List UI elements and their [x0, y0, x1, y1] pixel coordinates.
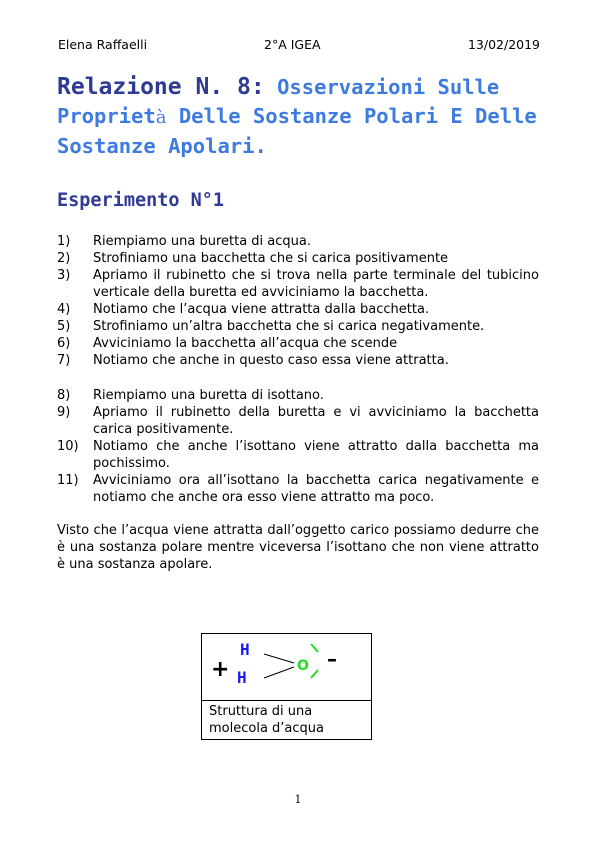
- list-item: 8) Riempiamo una buretta di isottano.: [57, 388, 324, 403]
- list-item: 4) Notiamo che l’acqua viene attratta dalla bacchetta.: [57, 302, 430, 317]
- bond-line-bottom: [264, 667, 294, 678]
- title-accent-char: à: [155, 107, 167, 128]
- conclusion-paragraph: Visto che l’acqua viene attratta dall’oggetto carico possiamo dedurre che è una sostanza polare mentre viceversa l’isottano che non viene attratto è una sostanza apolare.: [57, 523, 539, 572]
- list-item: 9) Apriamo il rubinetto della buretta e vi avviciniamo la bacchetta carica positivamente.: [57, 405, 539, 437]
- list-item: 6) Avviciniamo la bacchetta all’acqua che scende: [57, 336, 398, 351]
- water-molecule-drawing: [202, 634, 371, 701]
- water-molecule-diagram: [202, 634, 371, 700]
- water-molecule-figure: [201, 633, 372, 740]
- list-item: 7) Notiamo che anche in questo caso essa viene attratta.: [57, 353, 449, 368]
- bond-line-top: [264, 654, 294, 663]
- minus-sign: –: [327, 647, 337, 671]
- lone-pair-top: [311, 644, 318, 652]
- procedure-list-isooctane: [57, 387, 539, 506]
- hydrogen-top-atom: H: [240, 640, 250, 659]
- date-label: 13/02/2019: [467, 37, 540, 52]
- title-colon: :: [250, 74, 265, 100]
- oxygen-atom: O: [297, 658, 309, 674]
- figure-caption: Struttura di una molecola d’acqua: [209, 704, 324, 736]
- title-prefix: Relazione N. 8: [57, 74, 251, 100]
- class-label: 2°A IGEA: [264, 37, 321, 52]
- section-heading: Esperimento N°1: [57, 190, 225, 211]
- plus-sign: +: [211, 657, 230, 682]
- list-item: 5) Strofiniamo un’altra bacchetta che si carica negativamente.: [57, 319, 485, 334]
- title-part-2: Delle Sostanze Polari E Delle Sostanze Apolari.: [57, 104, 537, 158]
- author-name: Elena Raffaelli: [58, 37, 148, 52]
- procedure-list-water: [57, 233, 539, 369]
- lone-pair-bottom: [311, 670, 318, 678]
- list-item: 2) Strofiniamo una bacchetta che si carica positivamente: [57, 251, 449, 266]
- title-part-1: Osservazioni Sulle Propriet: [57, 75, 500, 128]
- list-item: 10) Notiamo che anche l’isottano viene attratto dalla bacchetta ma pochissimo.: [57, 439, 539, 471]
- list-item: 1) Riempiamo una buretta di acqua.: [57, 234, 312, 249]
- list-item: 3) Apriamo il rubinetto che si trova nella parte terminale del tubicino verticale della buretta ed avviciniamo la bacchetta.: [57, 268, 539, 300]
- hydrogen-bottom-atom: H: [237, 668, 247, 687]
- page-number: 1: [294, 793, 302, 806]
- page-header: [58, 37, 540, 53]
- document-title: [57, 73, 547, 161]
- list-item: 11) Avviciniamo ora all’isottano la bacchetta carica negativamente e notiamo che anche ora esso viene attratto ma poco.: [57, 473, 539, 505]
